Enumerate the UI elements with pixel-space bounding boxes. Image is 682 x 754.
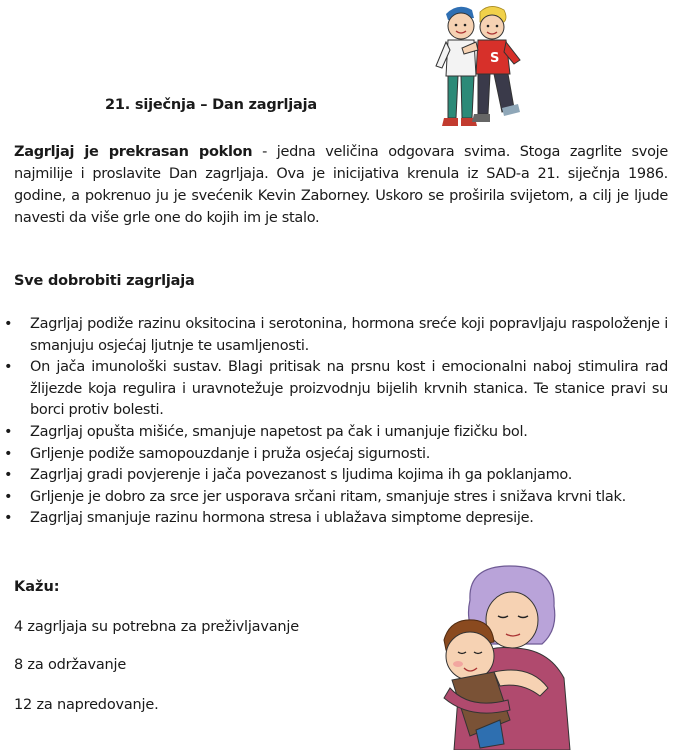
list-item-text: Zagrljaj gradi povjerenje i jača povezanost s ljudima kojima ih ga poklanjamo. xyxy=(30,467,573,484)
intro-paragraph xyxy=(14,141,668,229)
intro-text: - jedna veličina odgovara svima. Stoga zagrlite svoje najmilije i proslavite Dan zagrljaja. Ova je inicijativa krenula iz SAD-a 21. siječnja 1986. godine, a pokrenuo ju je svećenik Kevin Zaborney. Uskoro se proširila svijetom, a cilj je ljude navesti da više grle one do kojih im je stalo. xyxy=(14,144,669,226)
benefits-list xyxy=(0,314,668,530)
shirt-letter: S xyxy=(490,51,500,66)
intro-bold-phrase: Zagrljaj je prekrasan poklon xyxy=(14,144,253,160)
bullet-icon: • xyxy=(4,488,13,505)
bullet-icon: • xyxy=(4,510,13,527)
bullet-icon: • xyxy=(4,467,13,484)
list-item xyxy=(0,487,668,509)
kazu-title: Kažu: xyxy=(14,579,60,595)
grandmother-hug-illustration xyxy=(430,560,575,750)
list-item-text: Zagrljaj podiže razinu oksitocina i serotonina, hormona sreće koji popravljaju raspoloženje i smanjuju osjećaj ljutnje te usamljenosti. xyxy=(30,316,668,354)
bullet-icon: • xyxy=(4,316,13,332)
list-item xyxy=(0,444,668,466)
bullet-icon: • xyxy=(4,423,13,440)
benefits-title: Sve dobrobiti zagrljaja xyxy=(14,273,195,289)
list-item-text: On jača imunološki sustav. Blagi pritisak na prsnu kost i emocionalni naboj stimulira rad žlijezde koja regulira i uravnotežuje proizvodnju bijelih krvnih stanica. Te stanice pravi su borci protiv bolesti. xyxy=(30,359,668,419)
kazu-line-3: 12 za napredovanje. xyxy=(14,697,159,713)
list-item xyxy=(0,508,668,530)
list-item-text: Grljenje podiže samopouzdanje i pruža osjećaj sigurnosti. xyxy=(30,445,431,462)
kids-hugging-illustration xyxy=(428,0,524,132)
bullet-icon: • xyxy=(4,445,13,462)
bullet-icon: • xyxy=(4,359,13,376)
list-item xyxy=(0,465,668,487)
list-item xyxy=(0,357,668,422)
list-item-text: Zagrljaj smanjuje razinu hormona stresa i ublažava simptome depresije. xyxy=(30,510,534,527)
page-heading: 21. siječnja – Dan zagrljaja xyxy=(105,97,317,113)
kazu-line-1: 4 zagrljaja su potrebna za preživljavanje xyxy=(14,619,299,635)
list-item xyxy=(0,314,668,357)
list-item-text: Zagrljaj opušta mišiće, smanjuje napetost pa čak i umanjuje fizičku bol. xyxy=(30,423,528,440)
list-item-text: Grljenje je dobro za srce jer usporava srčani ritam, smanjuje stres i snižava krvni tlak. xyxy=(30,488,626,505)
list-item xyxy=(0,422,668,444)
kazu-line-2: 8 za održavanje xyxy=(14,657,127,673)
